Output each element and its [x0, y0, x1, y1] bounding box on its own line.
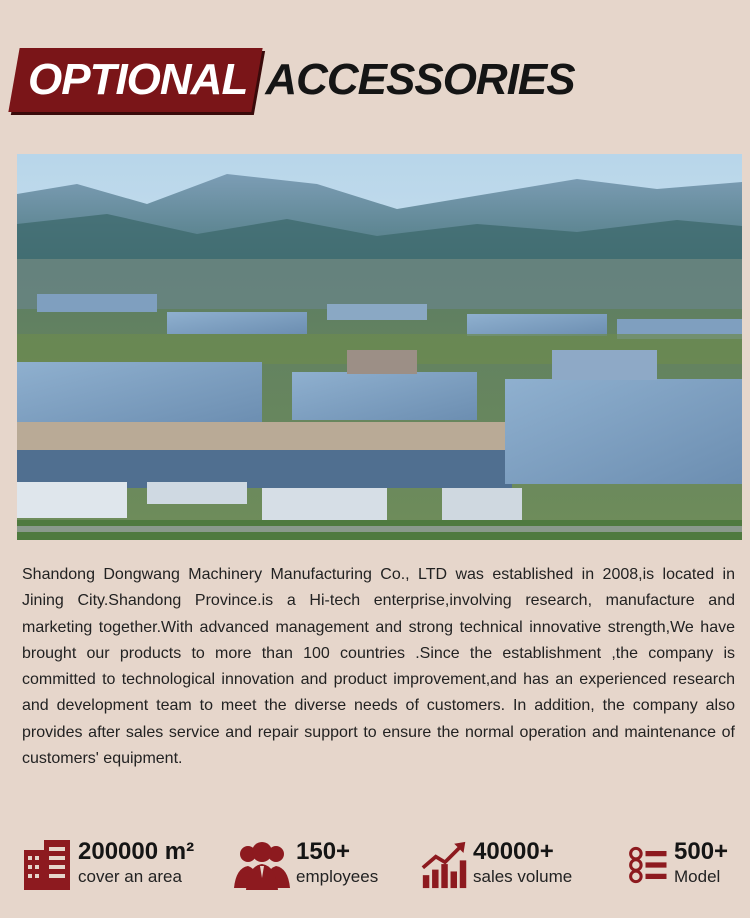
stat-employees-label: employees — [296, 867, 379, 886]
sales-chart-icon — [421, 838, 469, 892]
heading-part-2: ACCESSORIES — [265, 55, 575, 104]
building-icon — [22, 838, 74, 892]
stat-sales — [421, 838, 572, 898]
stat-model-label: Model — [674, 867, 721, 886]
stats-bar — [0, 838, 750, 898]
stat-area — [22, 838, 194, 898]
stat-employees-value: 150+ — [296, 838, 351, 865]
heading-part-1: OPTIONAL — [28, 55, 248, 104]
stat-area-value: 200000 m² — [78, 838, 195, 865]
stat-sales-value: 40000+ — [473, 838, 554, 865]
company-description: Shandong Dongwang Machinery Manufacturing Co., LTD was established in 2008,is located in Jining City.Shandong Province.is a Hi-tech enterprise,involving research, manufacture and marketing together.With advanced management and strong technical innovative strength,We have brought our products to more than 100 countries .Since the establishment ,the company is committed to technological innovation and product improvement,and has an experienced research and development team to meet the diverse needs of customers. In addition, the company also provides after sales service and repair support to ensure the normal operation and maintenance of customers' equipment. — [22, 566, 735, 768]
heading-highlight — [8, 48, 263, 112]
factory-aerial-photo — [17, 154, 742, 540]
stat-model-value: 500+ — [674, 838, 729, 865]
employees-icon — [232, 838, 292, 892]
model-list-icon — [628, 838, 670, 892]
stat-sales-label: sales volume — [473, 867, 573, 886]
section-heading — [14, 48, 575, 112]
stat-model — [628, 838, 728, 898]
stat-area-label: cover an area — [78, 867, 182, 886]
stat-employees — [232, 838, 378, 898]
